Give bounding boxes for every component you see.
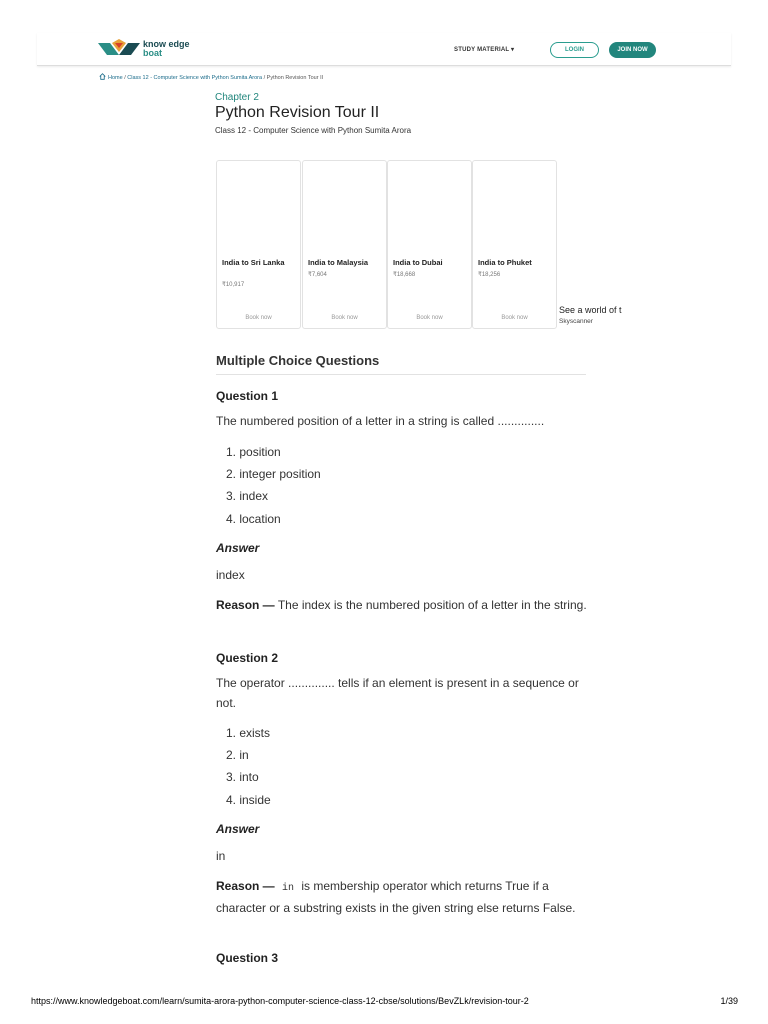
ad-card-price: ₹10,917: [222, 282, 245, 288]
ad-card-destination: India to Dubai: [393, 258, 443, 267]
section-heading: Multiple Choice Questions: [216, 353, 380, 368]
answer-heading: Answer: [216, 541, 260, 555]
ad-card-price: ₹18,668: [393, 272, 416, 278]
ad-side-text[interactable]: See a world of t: [559, 305, 622, 315]
reason-label: Reason —: [216, 598, 275, 612]
page-title: Python Revision Tour II: [215, 104, 380, 121]
boat-logo-icon: [98, 39, 140, 57]
logo-wordmark: [143, 40, 190, 58]
option-item: 2. integer position: [226, 467, 321, 481]
ad-card[interactable]: [387, 160, 472, 329]
reason-text: [216, 596, 588, 616]
breadcrumb-class[interactable]: Class 12 - Computer Science with Python Sumita Arora: [127, 74, 263, 81]
answer-text: index: [216, 568, 245, 582]
ad-card[interactable]: [472, 160, 557, 329]
breadcrumb-separator: /: [262, 74, 267, 81]
question-text: The operator .............. tells if an element is present in a sequence or not.: [216, 676, 579, 710]
option-item: 1. position: [226, 445, 281, 459]
travel-ad: [216, 160, 556, 328]
chapter-label: Chapter 2: [215, 92, 259, 103]
site-logo[interactable]: [98, 39, 193, 61]
breadcrumb-current: Python Revision Tour II: [266, 74, 324, 81]
option-item: 1. exists: [226, 726, 271, 740]
ad-advertiser: Skyscanner: [559, 318, 593, 325]
logo-text-line1: know edge: [143, 39, 190, 49]
reason-text: [216, 877, 588, 918]
answer-text: in: [216, 849, 226, 863]
ad-card-destination: India to Phuket: [478, 258, 532, 267]
question-heading: Question 1: [216, 389, 279, 403]
option-item: 4. location: [226, 512, 281, 526]
ad-book-now-button[interactable]: Book now: [245, 315, 272, 321]
ad-book-now-button[interactable]: Book now: [416, 315, 443, 321]
print-page-number: 1/39: [720, 996, 738, 1006]
reason-body: is membership operator which returns True if a character or a substring exists in the given string else returns False.: [216, 879, 576, 915]
join-now-button[interactable]: JOIN NOW: [609, 42, 656, 58]
ad-card-destination: India to Sri Lanka: [222, 258, 285, 267]
ad-card-price: ₹18,256: [478, 272, 501, 278]
question-text: The numbered position of a letter in a string is called ..............: [216, 414, 545, 428]
study-material-dropdown[interactable]: STUDY MATERIAL ▾: [454, 47, 515, 53]
page-subtitle: Class 12 - Computer Science with Python Sumita Arora: [215, 126, 412, 135]
reason-body: The index is the numbered position of a letter in the string.: [277, 598, 587, 612]
option-item: 3. index: [226, 489, 269, 503]
option-item: 4. inside: [226, 793, 271, 807]
logo-text-line2: boat: [143, 48, 162, 58]
breadcrumb: [99, 73, 323, 82]
section-divider: [216, 374, 586, 375]
print-url: https://www.knowledgeboat.com/learn/sumita-arora-python-computer-science-class-12-cbse/solutions/BevZLk/revision-tour-2: [31, 996, 529, 1006]
question-heading: Question 2: [216, 651, 279, 665]
question-heading: Question 3: [216, 951, 279, 965]
home-icon[interactable]: [99, 73, 106, 82]
option-item: 2. in: [226, 748, 249, 762]
site-navbar: [37, 33, 731, 66]
breadcrumb-separator: /: [122, 74, 128, 81]
ad-book-now-button[interactable]: Book now: [501, 315, 528, 321]
answer-heading: Answer: [216, 822, 260, 836]
option-item: 3. into: [226, 770, 259, 784]
ad-card-price: ₹7,604: [308, 272, 327, 278]
ad-book-now-button[interactable]: Book now: [331, 315, 358, 321]
ad-card[interactable]: [216, 160, 301, 329]
breadcrumb-home[interactable]: Home: [108, 74, 123, 81]
ad-card-destination: India to Malaysia: [308, 258, 369, 267]
inline-code: in: [282, 883, 295, 894]
ad-card[interactable]: [302, 160, 387, 329]
login-button[interactable]: LOGIN: [550, 42, 599, 58]
reason-label: Reason —: [216, 879, 275, 893]
